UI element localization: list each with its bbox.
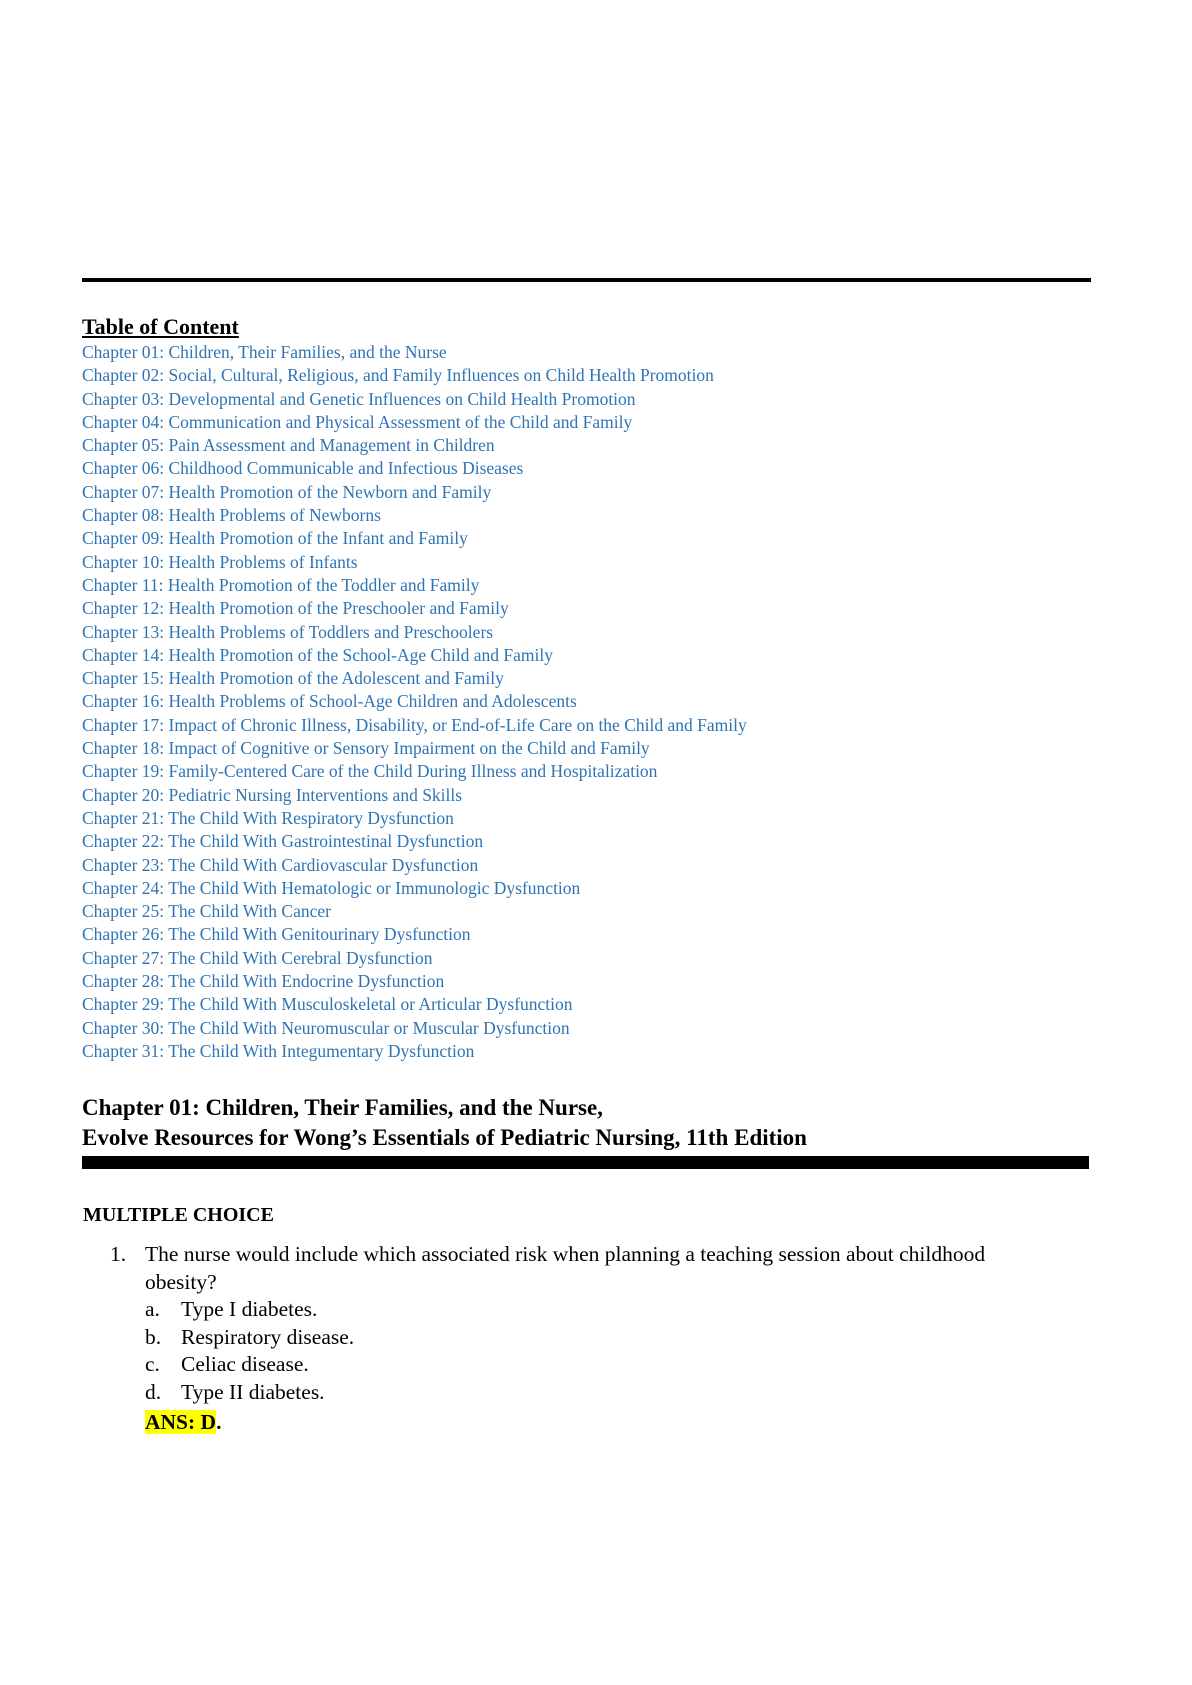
heading-divider [82,1156,1089,1169]
toc-link-chapter-26[interactable]: Chapter 26: The Child With Genitourinary Dysfunction [82,924,471,945]
toc-link-chapter-22[interactable]: Chapter 22: The Child With Gastrointestinal Dysfunction [82,831,484,852]
option-text: Type II diabetes. [181,1379,325,1404]
toc-link-chapter-02[interactable]: Chapter 02: Social, Cultural, Religious, and Family Influences on Child Health Promotion [82,365,714,386]
toc-link-chapter-03[interactable]: Chapter 03: Developmental and Genetic Influences on Child Health Promotion [82,388,636,409]
toc-link-chapter-15[interactable]: Chapter 15: Health Promotion of the Adolescent and Family [82,668,504,689]
toc-link-chapter-20[interactable]: Chapter 20: Pediatric Nursing Interventions and Skills [82,784,463,805]
toc-link-chapter-27[interactable]: Chapter 27: The Child With Cerebral Dysfunction [82,947,433,968]
toc-title: Table of Content [82,314,239,339]
question-number: 1. [110,1242,127,1266]
toc-link-chapter-09[interactable]: Chapter 09: Health Promotion of the Infant and Family [82,528,468,549]
section-label: MULTIPLE CHOICE [83,1204,274,1226]
toc-link-chapter-31[interactable]: Chapter 31: The Child With Integumentary Dysfunction [82,1040,475,1061]
toc-link-chapter-24[interactable]: Chapter 24: The Child With Hematologic or Immunologic Dysfunction [82,877,581,898]
option-letter: d. [145,1379,162,1404]
toc-link-chapter-06[interactable]: Chapter 06: Childhood Communicable and Infectious Diseases [82,458,524,479]
toc-link-chapter-11[interactable]: Chapter 11: Health Promotion of the Toddler and Family [82,574,480,595]
answer-period: . [216,1410,222,1434]
toc-link-chapter-07[interactable]: Chapter 07: Health Promotion of the Newborn and Family [82,481,492,502]
toc-link-chapter-18[interactable]: Chapter 18: Impact of Cognitive or Sensory Impairment on the Child and Family [82,738,650,759]
toc-link-chapter-04[interactable]: Chapter 04: Communication and Physical Assessment of the Child and Family [82,411,633,432]
toc-link-chapter-17[interactable]: Chapter 17: Impact of Chronic Illness, Disability, or End-of-Life Care on the Child and Family [82,714,747,735]
option-letter: b. [145,1324,162,1349]
top-divider [82,278,1091,282]
toc-link-chapter-01[interactable]: Chapter 01: Children, Their Families, and the Nurse [82,342,447,362]
toc-link-chapter-10[interactable]: Chapter 10: Health Problems of Infants [82,551,358,572]
chapter-heading-line-1: Chapter 01: Children, Their Families, and the Nurse, [82,1095,603,1120]
answer-options [145,1296,354,1406]
toc-link-chapter-29[interactable]: Chapter 29: The Child With Musculoskeletal or Articular Dysfunction [82,994,573,1015]
answer-key [145,1408,221,1436]
question-text: The nurse would include which associated risk when planning a teaching session about childhood obesity? [145,1242,986,1294]
chapter-heading [82,1093,807,1153]
option-c[interactable] [145,1351,354,1379]
option-text: Celiac disease. [181,1352,309,1376]
toc-link-chapter-28[interactable]: Chapter 28: The Child With Endocrine Dysfunction [82,971,445,992]
toc-link-chapter-23[interactable]: Chapter 23: The Child With Cardiovascular Dysfunction [82,854,479,875]
chapter-heading-line-2: Evolve Resources for Wong’s Essentials of Pediatric Nursing, 11th Edition [82,1125,807,1150]
option-text: Type I diabetes. [181,1297,318,1321]
toc-link-chapter-21[interactable]: Chapter 21: The Child With Respiratory Dysfunction [82,807,454,828]
option-text: Respiratory disease. [181,1324,355,1349]
option-a[interactable] [145,1296,354,1324]
option-d[interactable] [145,1379,354,1407]
toc-link-chapter-05[interactable]: Chapter 05: Pain Assessment and Management in Children [82,435,495,456]
toc-list [82,341,747,1063]
toc-link-chapter-14[interactable]: Chapter 14: Health Promotion of the School-Age Child and Family [82,644,553,665]
toc-link-chapter-30[interactable]: Chapter 30: The Child With Neuromuscular or Muscular Dysfunction [82,1017,570,1038]
toc-link-chapter-13[interactable]: Chapter 13: Health Problems of Toddlers and Preschoolers [82,621,494,642]
toc-link-chapter-19[interactable]: Chapter 19: Family-Centered Care of the Child During Illness and Hospitalization [82,761,658,782]
option-letter: a. [145,1297,160,1321]
option-b[interactable] [145,1324,354,1352]
option-letter: c. [145,1352,160,1376]
toc-link-chapter-25[interactable]: Chapter 25: The Child With Cancer [82,901,331,922]
toc-link-chapter-12[interactable]: Chapter 12: Health Promotion of the Preschooler and Family [82,598,509,619]
toc-link-chapter-16[interactable]: Chapter 16: Health Problems of School-Age Children and Adolescents [82,691,577,712]
answer-highlight: ANS: D [145,1410,217,1434]
toc-link-chapter-08[interactable]: Chapter 08: Health Problems of Newborns [82,505,381,526]
